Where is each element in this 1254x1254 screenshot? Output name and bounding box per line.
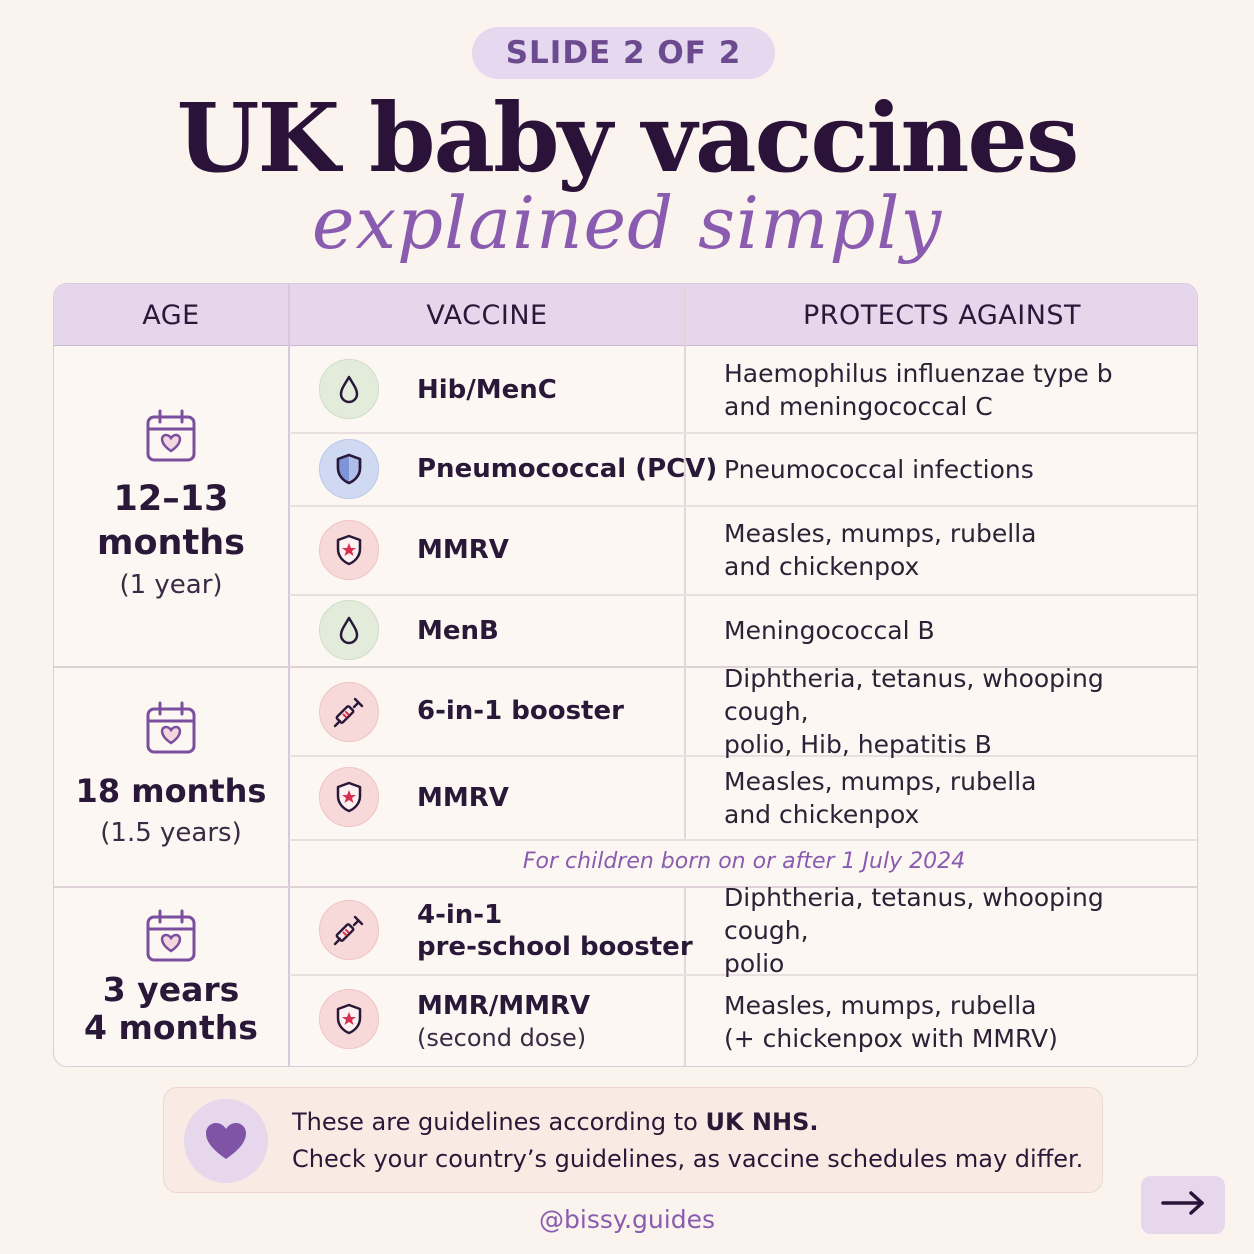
vaccine-name: MMRV xyxy=(417,782,509,813)
column-divider xyxy=(288,284,290,1067)
disclaimer-text: These are guidelines according to UK NHS. Check your country’s guidelines, as vaccine schedules may differ. xyxy=(292,1108,1084,1173)
calendar-heart-icon xyxy=(145,409,197,467)
age-cell-12-13-months xyxy=(54,347,288,666)
column-header-protects: PROTECTS AGAINST xyxy=(802,299,1082,331)
protects-against: Diphtheria, tetanus, whooping cough, polio xyxy=(724,883,1104,978)
next-slide-button[interactable] xyxy=(1141,1176,1225,1234)
vaccine-name: Pneumococcal (PCV) xyxy=(417,454,718,484)
protects-against: Measles, mumps, rubella and chickenpox xyxy=(724,766,1037,829)
droplet-icon xyxy=(319,600,379,660)
droplet-icon xyxy=(319,359,379,419)
age-sub-label: (1 year) xyxy=(119,569,223,600)
vaccine-name: Hib/MenC xyxy=(417,374,557,405)
calendar-heart-icon xyxy=(145,909,197,967)
shield-star-icon xyxy=(319,989,379,1049)
age-cell-3-years-4-months xyxy=(54,887,288,1067)
shield-star-icon xyxy=(319,767,379,827)
account-handle: @bissy.guides xyxy=(539,1205,715,1234)
vaccine-name: MMR/MMRV (second dose) xyxy=(417,990,591,1052)
age-label: 4 months xyxy=(84,1007,258,1047)
protects-against: Meningococcal B xyxy=(724,616,935,645)
table-header xyxy=(54,284,1197,346)
protects-against: Haemophilus influenzae type b and meningococcal C xyxy=(724,358,1113,421)
age-label: 12–13 xyxy=(113,478,229,519)
age-label: 3 years xyxy=(102,969,240,1009)
vaccine-name: 4-in-1 pre-school booster xyxy=(417,899,693,962)
protects-against: Diphtheria, tetanus, whooping cough, polio, Hib, hepatitis B xyxy=(724,663,1104,759)
age-label: 18 months xyxy=(75,771,267,810)
age-label: months xyxy=(97,522,245,563)
row-divider xyxy=(289,839,1198,841)
vaccine-name: 6-in-1 booster xyxy=(417,696,624,726)
arrow-right-icon xyxy=(1160,1190,1206,1220)
syringe-icon xyxy=(319,900,379,960)
age-cell-18-months xyxy=(54,667,288,886)
calendar-heart-icon xyxy=(145,701,197,759)
disclaimer-card xyxy=(163,1087,1103,1193)
protects-against: Measles, mumps, rubella (+ chickenpox with MMRV) xyxy=(724,990,1058,1053)
page-title: UK baby vaccines xyxy=(176,83,1078,194)
shield-icon xyxy=(319,439,379,499)
syringe-icon xyxy=(319,682,379,742)
vaccine-name: MMRV xyxy=(417,535,509,565)
protects-against: Pneumococcal infections xyxy=(724,454,1034,484)
slide-indicator: SLIDE 2 OF 2 xyxy=(472,27,775,79)
shield-star-icon xyxy=(319,520,379,580)
age-sub-label: (1.5 years) xyxy=(100,817,242,848)
heart-icon xyxy=(184,1099,268,1183)
protects-against: Measles, mumps, rubella and chickenpox xyxy=(724,519,1037,581)
vaccine-table xyxy=(53,283,1198,1067)
page-subtitle: explained simply xyxy=(311,181,943,265)
column-header-age: AGE xyxy=(142,299,200,331)
vaccine-name: MenB xyxy=(417,615,499,646)
column-header-vaccine: VACCINE xyxy=(426,299,548,331)
eligibility-note: For children born on or after 1 July 2024 xyxy=(522,849,966,874)
